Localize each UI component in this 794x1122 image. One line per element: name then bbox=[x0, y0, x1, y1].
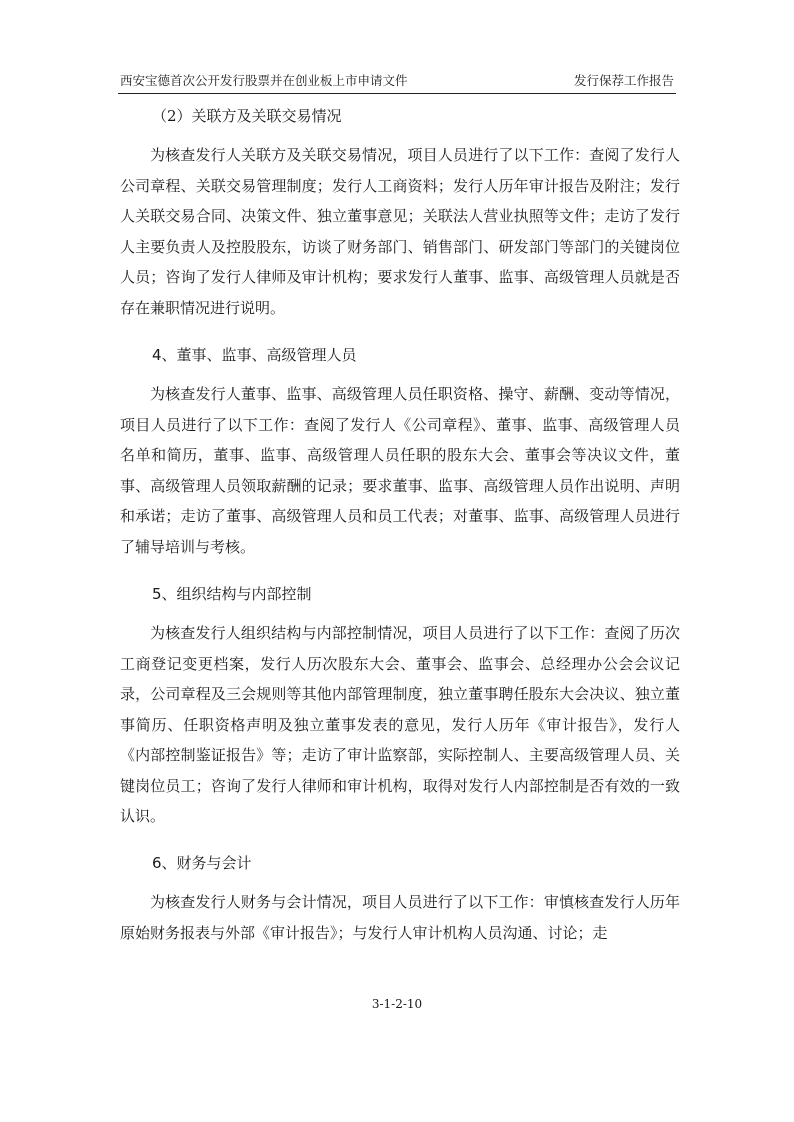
page-number: 3-1-2-10 bbox=[371, 997, 423, 1011]
section-paragraph-related-parties: 为核查发行人关联方及关联交易情况，项目人员进行了以下工作：查阅了发行人公司章程、关联交易管理制度；发行人工商资料；发行人历年审计报告及附注；发行人关联交易合同、决策文件、独立董事意见；关联法人营业执照等文件；走访了发行人主要负责人及控股股东，访谈了财务部门、销售部门、研发部门等部门的关键岗位人员；咨询了发行人律师及审计机构；要求发行人董事、监事、高级管理人员就是否存在兼职情况进行说明。 bbox=[120, 146, 680, 317]
page-header bbox=[118, 71, 676, 94]
section-paragraph-directors: 为核查发行人董事、监事、高级管理人员任职资格、操守、薪酬、变动等情况，项目人员进行了以下工作：查阅了发行人《公司章程》、董事、监事、高级管理人员名单和简历，董事、监事、高级管理人员任职的股东大会、董事会等决议文件，董事、高级管理人员领取薪酬的记录；要求董事、监事、高级管理人员作出说明、声明和承诺；走访了董事、高级管理人员和员工代表；对董事、监事、高级管理人员进行了辅导培训与考核。 bbox=[120, 385, 680, 556]
section-paragraph-internal-control: 为核查发行人组织结构与内部控制情况，项目人员进行了以下工作：查阅了历次工商登记变更档案，发行人历次股东大会、董事会、监事会、总经理办公会会议记录，公司章程及三会规则等其他内部管理制度，独立董事聘任股东大会决议、独立董事简历、任职资格声明及独立董事发表的意见，发行人历年《审计报告》，发行人《内部控制鉴证报告》等；走访了审计监察部，实际控制人、主要高级管理人员、关键岗位员工；咨询了发行人律师和审计机构，取得对发行人内部控制是否有效的一致认识。 bbox=[120, 624, 680, 825]
header-document-title: 西安宝德首次公开发行股票并在创业板上市申请文件 bbox=[120, 73, 408, 88]
section-heading-related-parties: （2）关联方及关联交易情况 bbox=[152, 107, 342, 125]
section-heading-directors: 4、董事、监事、高级管理人员 bbox=[152, 346, 357, 364]
section-paragraph-finance: 为核查发行人财务与会计情况，项目人员进行了以下工作：审慎核查发行人历年原始财务报表与外部《审计报告》；与发行人审计机构人员沟通、讨论；走 bbox=[120, 893, 680, 942]
section-heading-internal-control: 5、组织结构与内部控制 bbox=[152, 585, 312, 603]
section-heading-finance: 6、财务与会计 bbox=[152, 854, 252, 872]
header-report-title: 发行保荐工作报告 bbox=[573, 73, 674, 88]
